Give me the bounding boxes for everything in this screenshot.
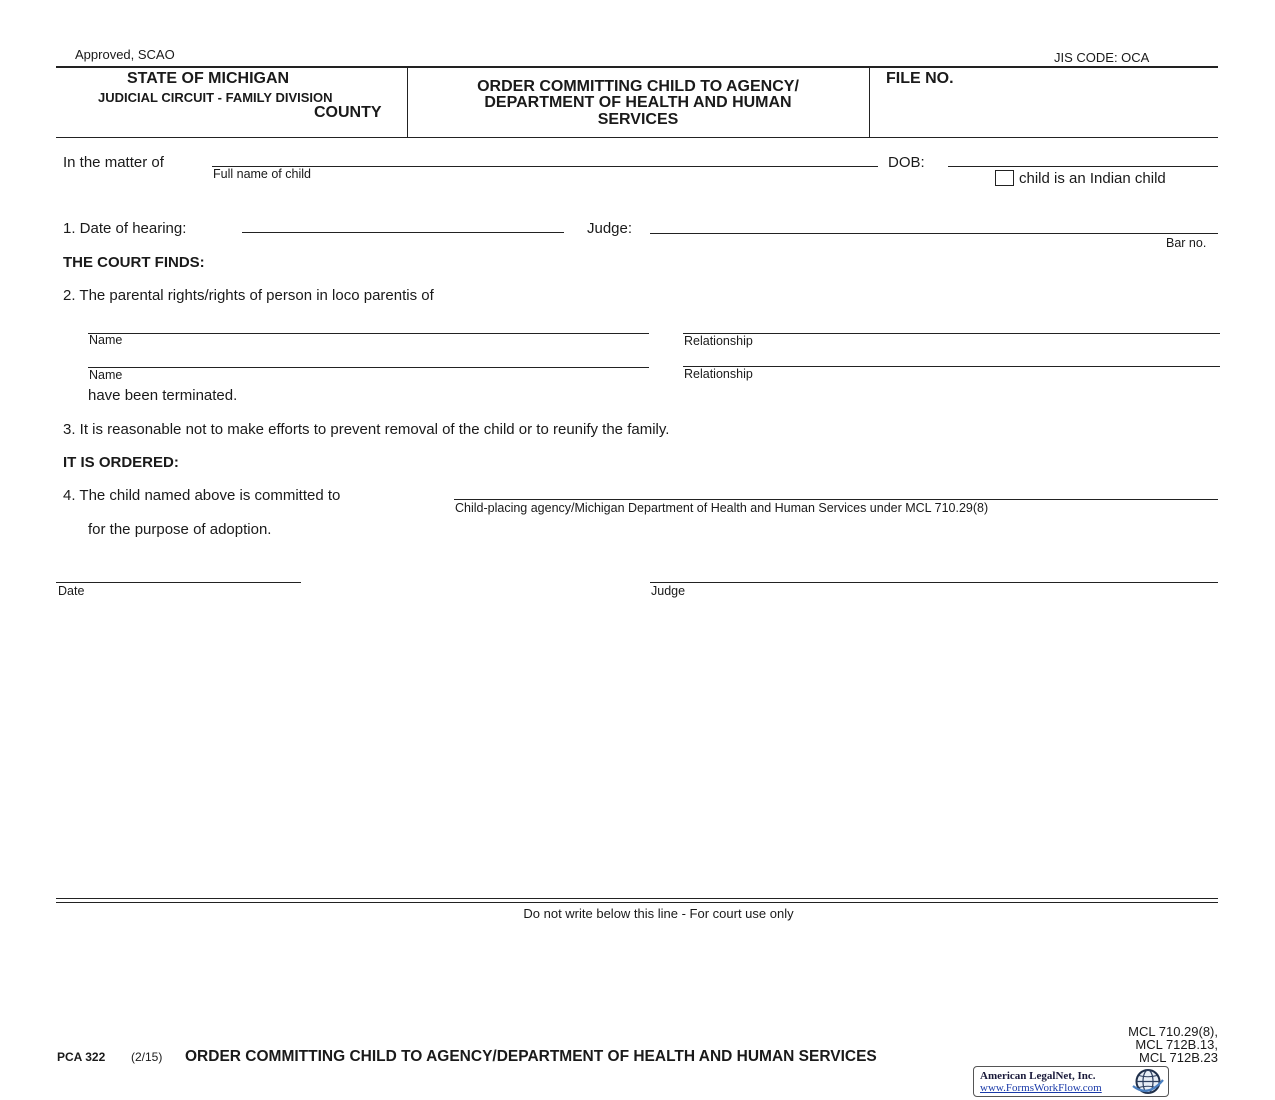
name-line-2 — [88, 367, 649, 368]
parental-rights-text: 2. The parental rights/rights of person in loco parentis of — [63, 287, 434, 304]
dob-field[interactable] — [950, 148, 1215, 166]
child-name-line — [212, 166, 878, 167]
bar-no-caption: Bar no. — [1166, 236, 1207, 250]
relationship-line-1 — [683, 333, 1220, 334]
judge-signature-line — [650, 582, 1218, 583]
court-use-rule-1 — [56, 898, 1218, 899]
form-title-line-2: DEPARTMENT OF HEALTH AND HUMAN — [484, 94, 792, 111]
purpose-of-adoption-text: for the purpose of adoption. — [88, 521, 272, 538]
form-number: PCA 322 — [57, 1050, 106, 1064]
court-use-rule-2 — [56, 902, 1218, 903]
logo-company-name: American LegalNet, Inc. — [980, 1070, 1096, 1082]
file-no-label: FILE NO. — [886, 70, 954, 87]
jis-code: JIS CODE: OCA — [1054, 50, 1150, 65]
name-field-1[interactable] — [90, 315, 646, 333]
form-title-line-3: SERVICES — [597, 111, 679, 128]
it-is-ordered-heading: IT IS ORDERED: — [63, 454, 179, 471]
reasonable-efforts-text: 3. It is reasonable not to make efforts to prevent removal of the child or to reunify the family. — [63, 421, 670, 438]
judicial-circuit-label: JUDICIAL CIRCUIT - FAMILY DIVISION — [98, 90, 333, 105]
date-of-hearing-label: 1. Date of hearing: — [63, 220, 187, 237]
state-name: STATE OF MICHIGAN — [127, 70, 290, 87]
judge-line — [650, 233, 1218, 234]
signature-date-field[interactable] — [58, 564, 298, 582]
court-use-only-notice: Do not write below this line - For court use only — [523, 906, 794, 921]
indian-child-label: child is an Indian child — [1019, 170, 1166, 187]
footer-title: ORDER COMMITTING CHILD TO AGENCY/DEPARTMENT OF HEALTH AND HUMAN SERVICES — [185, 1048, 877, 1065]
dob-label: DOB: — [888, 154, 925, 171]
form-title-line-1: ORDER COMMITTING CHILD TO AGENCY/ — [477, 78, 799, 95]
header-divider-2 — [869, 68, 870, 137]
approved-scao: Approved, SCAO — [75, 47, 175, 62]
terminated-text: have been terminated. — [88, 387, 238, 404]
mcl-citation-1: MCL 710.29(8), — [1128, 1024, 1218, 1039]
in-the-matter-of-label: In the matter of — [63, 154, 164, 171]
agency-field[interactable] — [456, 481, 1216, 499]
agency-caption: Child-placing agency/Michigan Department of Health and Human Services under MCL 710.29(8) — [455, 501, 989, 515]
committed-to-text: 4. The child named above is committed to — [63, 487, 341, 504]
relationship-caption-2: Relationship — [684, 367, 753, 381]
header-top-rule — [56, 66, 1218, 68]
indian-child-checkbox[interactable] — [995, 170, 1014, 186]
name-field-2[interactable] — [90, 349, 646, 367]
relationship-field-2[interactable] — [685, 348, 1217, 366]
judge-field[interactable] — [652, 215, 1212, 233]
name-line-1 — [88, 333, 649, 334]
court-finds-heading: THE COURT FINDS: — [63, 254, 205, 271]
dob-line — [948, 166, 1218, 167]
child-name-caption: Full name of child — [213, 167, 311, 181]
globe-icon — [1130, 1068, 1166, 1095]
relationship-line-2 — [683, 366, 1220, 367]
name-caption-1: Name — [89, 333, 123, 347]
mcl-citation-2: MCL 712B.13, — [1135, 1037, 1218, 1052]
judge-signature-field[interactable] — [652, 564, 1214, 582]
mcl-citation-3: MCL 712B.23 — [1138, 1050, 1218, 1065]
relationship-caption-1: Relationship — [684, 334, 753, 348]
american-legalnet-logo[interactable] — [973, 1066, 1169, 1097]
signature-date-line — [56, 582, 301, 583]
file-no-field[interactable] — [886, 95, 1206, 113]
date-of-hearing-line — [242, 232, 564, 233]
signature-date-caption: Date — [58, 584, 85, 598]
relationship-field-1[interactable] — [685, 315, 1217, 333]
county-label: COUNTY — [314, 104, 382, 121]
child-name-field[interactable] — [214, 148, 874, 166]
judge-label: Judge: — [587, 220, 633, 237]
header-bottom-rule — [56, 137, 1218, 138]
judge-signature-caption: Judge — [651, 584, 686, 598]
logo-url-link[interactable]: www.FormsWorkFlow.com — [980, 1082, 1102, 1094]
date-of-hearing-field[interactable] — [244, 214, 562, 232]
form-revision: (2/15) — [131, 1050, 163, 1064]
agency-line — [454, 499, 1218, 500]
name-caption-2: Name — [89, 368, 123, 382]
